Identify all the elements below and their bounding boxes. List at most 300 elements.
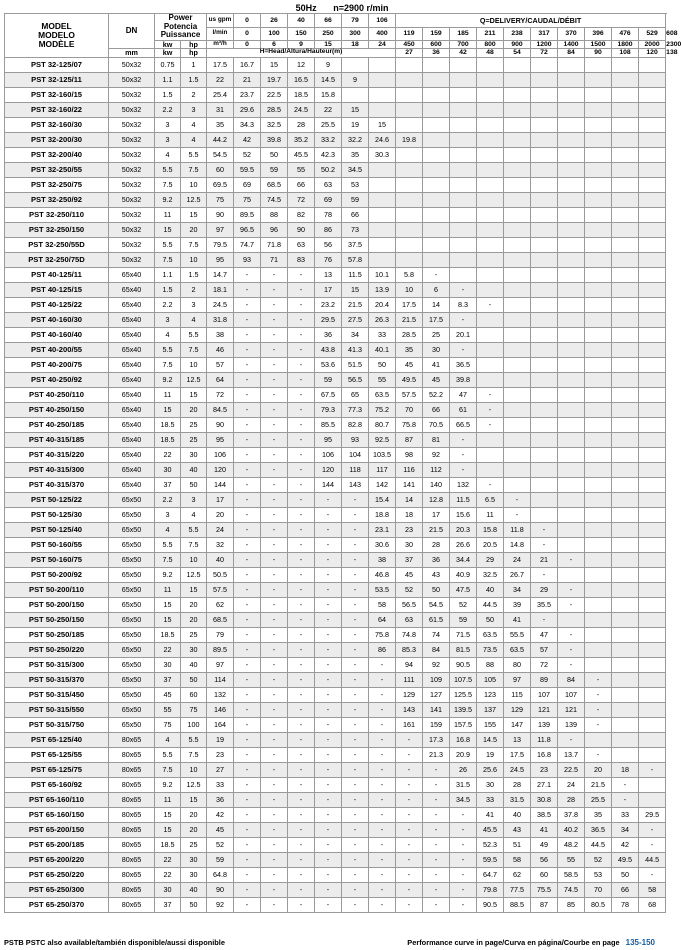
cell-model: PST 32-250/75: [5, 177, 109, 192]
cell-head-0: 20: [207, 507, 234, 522]
cell-head-15: [612, 117, 639, 132]
cell-head-15: [612, 732, 639, 747]
cell-head-11: [504, 162, 531, 177]
cell-model: PST 50-315/300: [5, 657, 109, 672]
cell-head-5: 11.5: [342, 267, 369, 282]
cell-power-hp: 100: [181, 717, 207, 732]
cell-head-10: 64.7: [477, 867, 504, 882]
cell-head-8: 92: [423, 657, 450, 672]
cell-head-13: [558, 87, 585, 102]
cell-head-0: 106: [207, 447, 234, 462]
cell-head-15: [612, 537, 639, 552]
cell-head-15: [612, 552, 639, 567]
cell-head-15: [612, 642, 639, 657]
cell-head-10: 11: [477, 507, 504, 522]
cell-head-2: -: [261, 267, 288, 282]
flow-gpm-10: 238: [504, 27, 531, 40]
cell-head-8: 140: [423, 477, 450, 492]
cell-dn: 65x50: [109, 522, 155, 537]
cell-head-12: -: [531, 567, 558, 582]
cell-power-hp: 2: [181, 282, 207, 297]
cell-head-9: [450, 192, 477, 207]
table-row: [5, 447, 666, 462]
cell-head-9: 157.5: [450, 717, 477, 732]
cell-head-12: [531, 177, 558, 192]
cell-head-15: [612, 147, 639, 162]
cell-head-14: [585, 537, 612, 552]
cell-head-5: -: [342, 732, 369, 747]
cell-head-9: 20.9: [450, 747, 477, 762]
cell-head-3: 83: [288, 252, 315, 267]
cell-head-7: 70: [396, 402, 423, 417]
cell-head-12: [531, 372, 558, 387]
cell-head-2: -: [261, 687, 288, 702]
table-row: [5, 387, 666, 402]
cell-head-0: 97: [207, 222, 234, 237]
cell-head-15: [612, 672, 639, 687]
cell-dn: 80x65: [109, 792, 155, 807]
cell-head-13: [558, 342, 585, 357]
cell-head-4: 78: [315, 207, 342, 222]
cell-head-8: [423, 237, 450, 252]
cell-head-7: [396, 117, 423, 132]
cell-head-10: [477, 282, 504, 297]
cell-head-7: -: [396, 897, 423, 912]
cell-head-0: 79.5: [207, 237, 234, 252]
cell-head-3: 16.5: [288, 72, 315, 87]
cell-head-10: 30: [477, 777, 504, 792]
cell-head-8: 30: [423, 342, 450, 357]
header-power-unit-kw: kw: [155, 40, 181, 49]
cell-head-5: 56.5: [342, 372, 369, 387]
cell-head-13: [558, 447, 585, 462]
cell-power-hp: 15: [181, 582, 207, 597]
cell-power-hp: 20: [181, 612, 207, 627]
header-model: MODEL MODELO MODÈLE: [5, 14, 109, 57]
cell-power-hp: 25: [181, 837, 207, 852]
cell-dn: 65x50: [109, 642, 155, 657]
cell-power-hp: 15: [181, 387, 207, 402]
cell-head-7: -: [396, 852, 423, 867]
table-row: [5, 432, 666, 447]
cell-head-2: 88: [261, 207, 288, 222]
cell-head-7: [396, 192, 423, 207]
cell-head-5: -: [342, 822, 369, 837]
cell-head-4: -: [315, 717, 342, 732]
cell-head-10: [477, 357, 504, 372]
cell-power-hp: 20: [181, 597, 207, 612]
table-row: [5, 462, 666, 477]
flow-lmin-7: 600: [423, 40, 450, 49]
cell-head-10: 155: [477, 717, 504, 732]
cell-head-1: -: [234, 642, 261, 657]
cell-dn: 80x65: [109, 852, 155, 867]
cell-head-14: [585, 342, 612, 357]
cell-head-16: [639, 447, 666, 462]
cell-head-3: -: [288, 372, 315, 387]
cell-head-12: [531, 267, 558, 282]
cell-head-0: 79: [207, 627, 234, 642]
cell-head-3: -: [288, 792, 315, 807]
cell-head-8: 21.5: [423, 522, 450, 537]
cell-head-9: [450, 177, 477, 192]
cell-head-0: 31.8: [207, 312, 234, 327]
cell-power-kw: 1.1: [155, 267, 181, 282]
cell-power-kw: 7.5: [155, 252, 181, 267]
cell-head-15: [612, 627, 639, 642]
cell-head-11: 40: [504, 807, 531, 822]
cell-dn: 65x40: [109, 312, 155, 327]
cell-head-4: 53.6: [315, 357, 342, 372]
cell-head-9: 61: [450, 402, 477, 417]
cell-head-3: -: [288, 627, 315, 642]
cell-head-14: [585, 207, 612, 222]
cell-head-3: 24.5: [288, 102, 315, 117]
cell-head-12: -: [531, 612, 558, 627]
cell-head-13: 40.2: [558, 822, 585, 837]
cell-head-3: -: [288, 417, 315, 432]
cell-power-hp: 3: [181, 297, 207, 312]
cell-head-16: [639, 492, 666, 507]
cell-head-1: -: [234, 657, 261, 672]
cell-head-13: [558, 102, 585, 117]
cell-head-14: [585, 462, 612, 477]
cell-head-9: -: [450, 807, 477, 822]
cell-power-kw: 1.5: [155, 282, 181, 297]
cell-power-kw: 5.5: [155, 162, 181, 177]
cell-head-1: -: [234, 837, 261, 852]
cell-head-4: 76: [315, 252, 342, 267]
cell-dn: 65x50: [109, 672, 155, 687]
cell-head-9: 125.5: [450, 687, 477, 702]
cell-head-2: -: [261, 882, 288, 897]
cell-head-5: -: [342, 507, 369, 522]
cell-power-kw: 22: [155, 852, 181, 867]
flow-m3h-11: 72: [531, 49, 558, 58]
cell-head-12: [531, 147, 558, 162]
cell-power-hp: 10: [181, 177, 207, 192]
cell-head-15: [612, 702, 639, 717]
cell-head-2: -: [261, 747, 288, 762]
cell-head-10: [477, 132, 504, 147]
cell-head-11: [504, 357, 531, 372]
cell-head-8: 28: [423, 537, 450, 552]
cell-head-7: 18: [396, 507, 423, 522]
cell-head-8: 17.3: [423, 732, 450, 747]
flow-lmin-9: 800: [477, 40, 504, 49]
cell-head-8: -: [423, 882, 450, 897]
cell-model: PST 32-125/07: [5, 57, 109, 72]
cell-head-5: 34: [342, 327, 369, 342]
cell-head-6: 55: [369, 372, 396, 387]
cell-head-7: 19.8: [396, 132, 423, 147]
cell-head-11: [504, 117, 531, 132]
cell-head-11: 41: [504, 612, 531, 627]
cell-head-16: [639, 72, 666, 87]
cell-head-5: -: [342, 762, 369, 777]
cell-power-kw: 9.2: [155, 777, 181, 792]
cell-head-0: 59: [207, 852, 234, 867]
cell-head-11: [504, 207, 531, 222]
cell-dn: 65x40: [109, 417, 155, 432]
cell-head-3: -: [288, 507, 315, 522]
cell-head-2: -: [261, 612, 288, 627]
cell-head-15: [612, 717, 639, 732]
cell-head-4: 85.5: [315, 417, 342, 432]
speed-value: n=2900 r/min: [333, 3, 389, 13]
cell-head-2: 71.8: [261, 237, 288, 252]
table-row: [5, 597, 666, 612]
cell-head-2: 96: [261, 222, 288, 237]
cell-head-16: [639, 267, 666, 282]
cell-power-kw: 0.75: [155, 57, 181, 72]
cell-head-4: 50.2: [315, 162, 342, 177]
cell-head-4: 14.5: [315, 72, 342, 87]
cell-head-4: 33.2: [315, 132, 342, 147]
cell-head-2: -: [261, 627, 288, 642]
cell-head-6: 33: [369, 327, 396, 342]
cell-head-0: 50.5: [207, 567, 234, 582]
cell-head-10: [477, 267, 504, 282]
cell-head-12: 27.1: [531, 777, 558, 792]
cell-head-9: -: [450, 282, 477, 297]
cell-head-7: -: [396, 867, 423, 882]
cell-head-10: 6.5: [477, 492, 504, 507]
cell-head-16: [639, 162, 666, 177]
cell-head-3: -: [288, 567, 315, 582]
cell-head-0: 38: [207, 327, 234, 342]
cell-head-14: [585, 297, 612, 312]
cell-head-11: -: [504, 507, 531, 522]
cell-dn: 65x40: [109, 372, 155, 387]
cell-head-7: 56.5: [396, 597, 423, 612]
cell-head-13: -: [558, 732, 585, 747]
cell-dn: 65x50: [109, 582, 155, 597]
cell-head-7: -: [396, 762, 423, 777]
cell-head-3: -: [288, 777, 315, 792]
cell-head-9: [450, 117, 477, 132]
cell-head-3: 55: [288, 162, 315, 177]
cell-head-13: 24: [558, 777, 585, 792]
cell-head-8: -: [423, 807, 450, 822]
cell-head-8: 54.5: [423, 597, 450, 612]
header-head-label: H=Head/Altura/Hauteur(m): [207, 49, 396, 58]
cell-head-15: -: [612, 792, 639, 807]
cell-head-9: -: [450, 822, 477, 837]
cell-head-12: [531, 357, 558, 372]
cell-model: PST 40-250/185: [5, 417, 109, 432]
cell-head-16: [639, 222, 666, 237]
cell-head-4: 86: [315, 222, 342, 237]
cell-head-12: 57: [531, 642, 558, 657]
cell-head-5: 104: [342, 447, 369, 462]
cell-head-13: [558, 132, 585, 147]
cell-head-13: 121: [558, 702, 585, 717]
cell-head-5: -: [342, 492, 369, 507]
cell-head-6: 30.6: [369, 537, 396, 552]
cell-power-kw: 37: [155, 477, 181, 492]
cell-head-7: [396, 252, 423, 267]
cell-power-kw: 11: [155, 792, 181, 807]
cell-head-12: 21: [531, 552, 558, 567]
cell-head-7: 45: [396, 567, 423, 582]
cell-head-1: -: [234, 342, 261, 357]
cell-head-0: 68.5: [207, 612, 234, 627]
cell-head-12: [531, 477, 558, 492]
cell-head-7: [396, 72, 423, 87]
table-row: [5, 312, 666, 327]
cell-head-2: -: [261, 657, 288, 672]
cell-head-16: -: [639, 867, 666, 882]
cell-head-1: -: [234, 852, 261, 867]
cell-head-1: -: [234, 297, 261, 312]
cell-head-4: -: [315, 897, 342, 912]
cell-head-1: -: [234, 432, 261, 447]
cell-head-2: -: [261, 837, 288, 852]
cell-head-2: -: [261, 762, 288, 777]
table-header: [5, 3, 681, 58]
cell-head-14: 20: [585, 762, 612, 777]
cell-model: PST 32-250/110: [5, 207, 109, 222]
cell-head-16: [639, 747, 666, 762]
cell-head-3: -: [288, 702, 315, 717]
cell-power-hp: 3: [181, 102, 207, 117]
cell-head-9: 52: [450, 597, 477, 612]
cell-head-3: -: [288, 312, 315, 327]
cell-dn: 65x50: [109, 507, 155, 522]
cell-head-14: 25.5: [585, 792, 612, 807]
cell-head-10: [477, 222, 504, 237]
cell-head-15: [612, 222, 639, 237]
cell-head-7: [396, 177, 423, 192]
cell-head-16: [639, 87, 666, 102]
cell-head-11: 77.5: [504, 882, 531, 897]
cell-dn: 65x40: [109, 432, 155, 447]
cell-power-hp: 60: [181, 687, 207, 702]
flow-gpm-7: 159: [423, 27, 450, 40]
cell-head-3: -: [288, 837, 315, 852]
cell-head-6: [369, 252, 396, 267]
cell-power-kw: 15: [155, 822, 181, 837]
cell-head-10: 44.5: [477, 597, 504, 612]
cell-model: PST 50-315/370: [5, 672, 109, 687]
cell-head-4: -: [315, 852, 342, 867]
cell-head-5: -: [342, 657, 369, 672]
table-row: [5, 897, 666, 912]
cell-head-3: -: [288, 477, 315, 492]
cell-head-8: 74: [423, 627, 450, 642]
cell-head-2: -: [261, 282, 288, 297]
cell-head-7: 37: [396, 552, 423, 567]
cell-power-kw: 3: [155, 507, 181, 522]
cell-head-3: -: [288, 642, 315, 657]
cell-head-1: -: [234, 462, 261, 477]
flow-gpm-11: 317: [531, 27, 558, 40]
table-row: [5, 612, 666, 627]
cell-head-13: 58.5: [558, 867, 585, 882]
cell-dn: 80x65: [109, 897, 155, 912]
cell-head-2: -: [261, 897, 288, 912]
cell-head-3: -: [288, 522, 315, 537]
cell-head-6: -: [369, 702, 396, 717]
cell-head-16: [639, 132, 666, 147]
cell-head-15: [612, 477, 639, 492]
cell-dn: 65x50: [109, 687, 155, 702]
cell-head-1: 96.5: [234, 222, 261, 237]
cell-head-15: 78: [612, 897, 639, 912]
cell-head-7: [396, 87, 423, 102]
cell-power-hp: 30: [181, 642, 207, 657]
cell-head-6: -: [369, 897, 396, 912]
cell-model: PST 65-125/40: [5, 732, 109, 747]
table-row: [5, 297, 666, 312]
header-q-label: Q=DELIVERY/CAUDAL/DÉBIT: [396, 14, 666, 27]
cell-head-13: [558, 537, 585, 552]
cell-head-12: [531, 87, 558, 102]
cell-head-4: 144: [315, 477, 342, 492]
cell-model: PST 32-200/40: [5, 147, 109, 162]
cell-dn: 50x32: [109, 177, 155, 192]
cell-head-7: 143: [396, 702, 423, 717]
cell-head-1: -: [234, 612, 261, 627]
flow-m3h-9: 48: [477, 49, 504, 58]
cell-head-3: -: [288, 657, 315, 672]
cell-head-7: -: [396, 777, 423, 792]
cell-head-11: [504, 267, 531, 282]
cell-head-10: 63.5: [477, 627, 504, 642]
cell-head-0: 114: [207, 672, 234, 687]
cell-head-10: [477, 177, 504, 192]
cell-head-11: 115: [504, 687, 531, 702]
cell-head-9: -: [450, 837, 477, 852]
cell-head-9: 107.5: [450, 672, 477, 687]
cell-head-15: [612, 462, 639, 477]
cell-head-13: 139: [558, 717, 585, 732]
cell-head-4: -: [315, 597, 342, 612]
cell-head-1: 74.7: [234, 237, 261, 252]
cell-head-8: -: [423, 852, 450, 867]
cell-head-8: [423, 192, 450, 207]
cell-head-13: [558, 357, 585, 372]
cell-head-15: [612, 327, 639, 342]
cell-head-14: [585, 732, 612, 747]
cell-model: PST 65-250/220: [5, 867, 109, 882]
cell-head-15: [612, 402, 639, 417]
cell-head-4: -: [315, 522, 342, 537]
cell-head-0: 95: [207, 432, 234, 447]
cell-head-1: -: [234, 312, 261, 327]
cell-head-10: [477, 312, 504, 327]
cell-head-1: -: [234, 702, 261, 717]
cell-head-7: 85.3: [396, 642, 423, 657]
cell-power-kw: 5.5: [155, 537, 181, 552]
cell-model: PST 50-315/550: [5, 702, 109, 717]
cell-head-2: 71: [261, 252, 288, 267]
cell-head-5: 118: [342, 462, 369, 477]
cell-power-hp: 12.5: [181, 372, 207, 387]
cell-dn: 65x50: [109, 717, 155, 732]
cell-dn: 65x40: [109, 267, 155, 282]
flow-gpm-6: 119: [396, 27, 423, 40]
cell-head-13: [558, 147, 585, 162]
flow-m3h-5: 24: [369, 40, 396, 49]
cell-head-14: [585, 192, 612, 207]
cell-head-7: 21.5: [396, 312, 423, 327]
cell-power-hp: 5.5: [181, 147, 207, 162]
header-row-m3h: kw hp m³/h 0 6 9 15 18 24 450 600 700 800 900 1200 1400 1500 1800 2000 2300: [5, 40, 666, 49]
cell-head-16: 29.5: [639, 807, 666, 822]
cell-head-5: 19: [342, 117, 369, 132]
